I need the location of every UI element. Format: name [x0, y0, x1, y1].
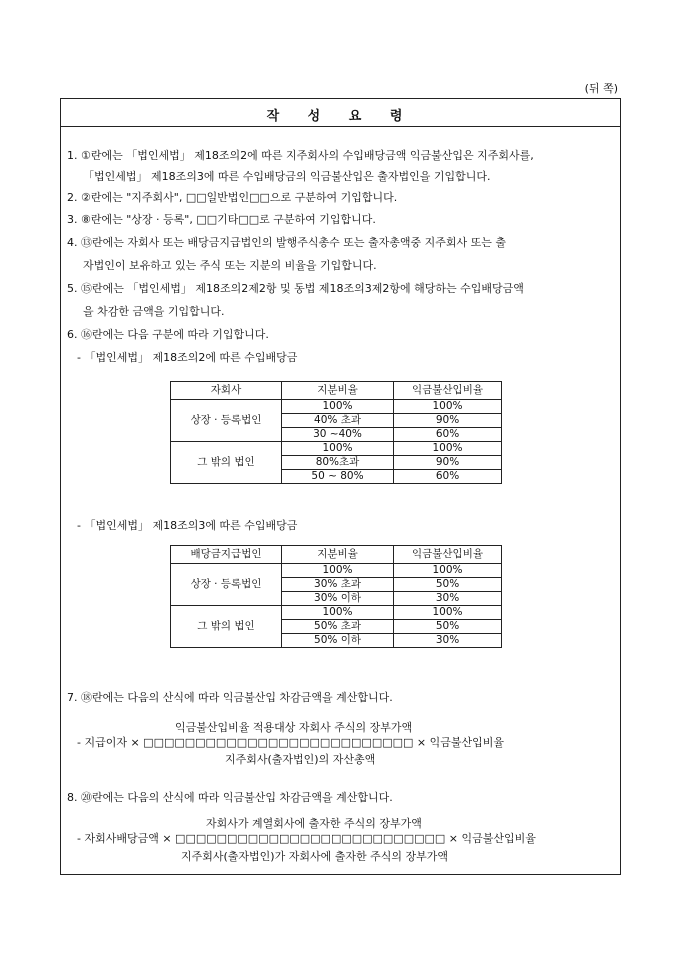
table-cell: 30% 이하	[282, 592, 394, 606]
title-divider	[61, 126, 620, 127]
table-cell: 50% 초과	[282, 620, 394, 634]
table-cell: 90%	[394, 456, 502, 470]
table-cell: 60%	[394, 470, 502, 484]
table-dividend-payer	[170, 545, 502, 648]
table-header: 배당금지급법인	[171, 546, 282, 564]
instruction-8: 8. ⑳란에는 다음의 산식에 따라 익금불산입 차감금액을 계산합니다.	[67, 791, 393, 804]
table-header: 익금불산입비율	[394, 382, 502, 400]
table-cell: 100%	[394, 564, 502, 578]
instruction-4-cont: 자법인이 보유하고 있는 주식 또는 지분의 비율을 기입합니다.	[83, 259, 377, 272]
table-cell: 100%	[394, 400, 502, 414]
instruction-6-sub-b: - 「법인세법」 제18조의3에 따른 수입배당금	[77, 519, 298, 532]
formula-7-main: - 지급이자 × □□□□□□□□□□□□□□□□□□□□□□□□□□ × 익금불산입비율	[77, 736, 504, 749]
table-cell: 100%	[394, 442, 502, 456]
table-cell: 100%	[394, 606, 502, 620]
instruction-6-sub-a: - 「법인세법」 제18조의2에 따른 수입배당금	[77, 351, 298, 364]
formula-7-denominator: 지주회사(출자법인)의 자산총액	[225, 753, 376, 766]
table-cell: 50%	[394, 620, 502, 634]
table-group-label: 상장 · 등록법인	[171, 564, 282, 606]
table-cell: 30%	[394, 634, 502, 648]
table-cell: 30 ~40%	[282, 428, 394, 442]
table-group-label: 상장 · 등록법인	[171, 400, 282, 442]
instruction-1-cont: 「법인세법」 제18조의3에 따른 수입배당금의 익금불산입은 출자법인을 기입합니다.	[83, 170, 491, 183]
table-cell: 50% 이하	[282, 634, 394, 648]
instruction-5: 5. ⑮란에는 「법인세법」 제18조의2제2항 및 동법 제18조의3제2항에 해당하는 수입배당금액	[67, 282, 524, 295]
table-header: 자회사	[171, 382, 282, 400]
table-cell: 50%	[394, 578, 502, 592]
table-cell: 30%	[394, 592, 502, 606]
table-cell: 100%	[282, 442, 394, 456]
table-cell: 90%	[394, 414, 502, 428]
table-cell: 50 ~ 80%	[282, 470, 394, 484]
table-cell: 80%초과	[282, 456, 394, 470]
instruction-3: 3. ⑧란에는 "상장 · 등록", □□기타□□로 구분하여 기입합니다.	[67, 213, 376, 226]
instruction-5-cont: 을 차감한 금액을 기입합니다.	[83, 305, 225, 318]
table-header: 지분비율	[282, 546, 394, 564]
table-header: 지분비율	[282, 382, 394, 400]
table-group-label: 그 밖의 법인	[171, 606, 282, 648]
instruction-4: 4. ⑬란에는 자회사 또는 배당금지급법인의 발행주식총수 또는 출자총액중 지주회사 또는 출	[67, 236, 506, 249]
table-cell: 100%	[282, 564, 394, 578]
formula-8-main: - 자회사배당금액 × □□□□□□□□□□□□□□□□□□□□□□□□□□ × 익금불산입비율	[77, 832, 536, 845]
formula-8-numerator: 자회사가 계열회사에 출자한 주식의 장부가액	[206, 817, 422, 830]
instruction-2: 2. ②란에는 "지주회사", □□일반법인□□으로 구분하여 기입합니다.	[67, 191, 398, 204]
instructions-frame	[60, 98, 621, 875]
table-cell: 40% 초과	[282, 414, 394, 428]
page-side-label: (뒤 쪽)	[584, 82, 618, 95]
table-cell: 60%	[394, 428, 502, 442]
page-title: 작 성 요 령	[266, 109, 415, 124]
instruction-7: 7. ⑱란에는 다음의 산식에 따라 익금불산입 차감금액을 계산합니다.	[67, 691, 393, 704]
table-group-label: 그 밖의 법인	[171, 442, 282, 484]
table-cell: 100%	[282, 400, 394, 414]
table-cell: 100%	[282, 606, 394, 620]
instruction-1: 1. ①란에는 「법인세법」 제18조의2에 따른 지주회사의 수입배당금액 익금불산입은 지주회사를,	[67, 149, 534, 162]
table-holding-company	[170, 381, 502, 484]
formula-7-numerator: 익금불산입비율 적용대상 자회사 주식의 장부가액	[175, 721, 413, 734]
instruction-6: 6. ⑯란에는 다음 구분에 따라 기입합니다.	[67, 328, 269, 341]
table-header: 익금불산입비율	[394, 546, 502, 564]
table-cell: 30% 초과	[282, 578, 394, 592]
formula-8-denominator: 지주회사(출자법인)가 자회사에 출자한 주식의 장부가액	[181, 850, 448, 863]
